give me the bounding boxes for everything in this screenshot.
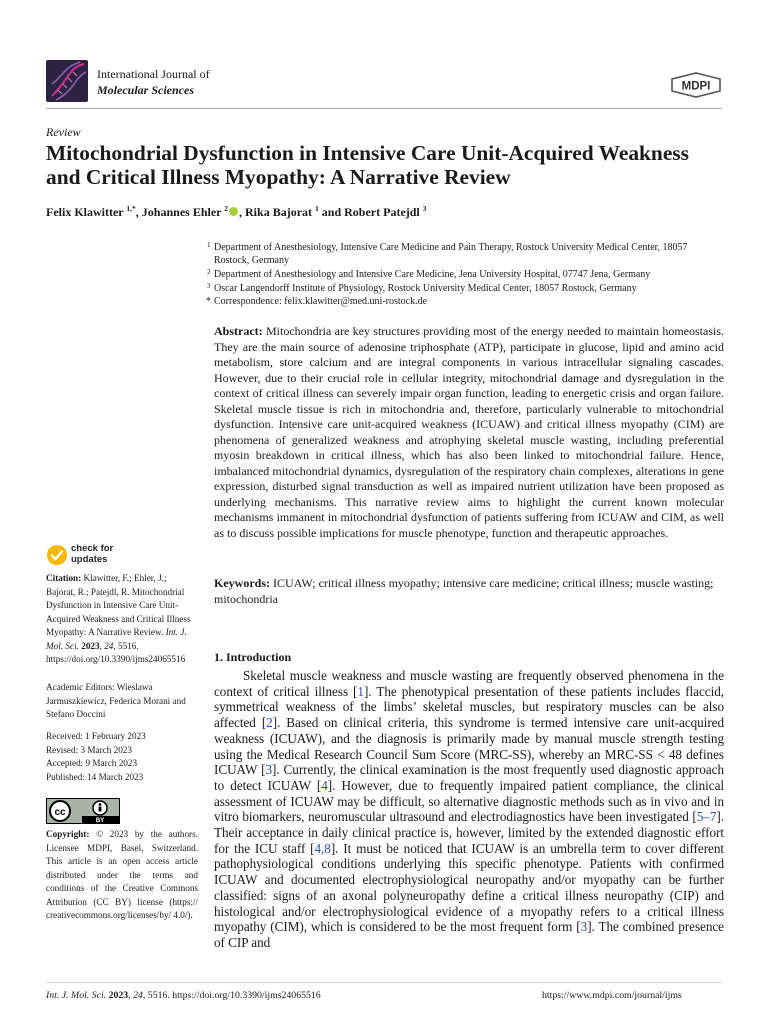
author-separator: and (318, 205, 345, 219)
check-for-updates-button[interactable] (46, 543, 146, 567)
published-date: Published: 14 March 2023 (46, 771, 144, 782)
paragraph-text: ]. However, due to frequently impaired patient compliance, the clinical assessment of ICUAW may be difficult, so alternative diagnostic methods such as in vivo and in vitro biomarkers, neuromuscular ultrasound and electrodiagnostics have been investigated [ (214, 777, 724, 825)
copyright-text: © 2023 by the authors. Licensee MDPI, Basel, Switzerland. This article is an open access article distributed under the terms and conditions of the Creative Commons Attribution (CC BY) license (https:// creativecommons.org/licenses/by/ 4.0/). (46, 829, 198, 920)
paragraph-text: ]. Their acceptance in daily clinical practice is, however, limited by the extended diagnostic effort for the ICU staff [ (214, 809, 724, 856)
check-updates-line2: updates (71, 553, 108, 565)
copyright-notice (46, 828, 198, 923)
affiliation-number: 1 (207, 241, 211, 249)
footer-journal-url[interactable]: https://www.mdpi.com/journal/ijms (542, 990, 682, 1001)
citation-link[interactable]: 3 (265, 762, 272, 778)
paragraph-text: ]. It must be noticed that ICUAW is an umbrella term to cover different pathophysiological conditions underlying this specific phenotype. Patients with confirmed ICUAW and documented electrophysiological neuropathy and/or myopathy can be further classified: signs of an axonal polyneuropathy define a critical illness neuropathy (CIP) and histological and/or electrophysiological evidence of a myopathy refers to a critical illness myopathy (CIM), which is considered to be the most frequent form [ (214, 840, 724, 935)
journal-logo (46, 60, 88, 102)
citation-link[interactable]: 1 (357, 683, 364, 699)
footer-citation: Int. J. Mol. Sci. 2023, 24, 5516. https://doi.org/10.3390/ijms24065516 (46, 990, 321, 1001)
footer-divider (46, 982, 722, 983)
journal-name-line1: International Journal of (97, 67, 210, 81)
citation-volume: 24 (104, 640, 114, 651)
orcid-icon[interactable] (229, 207, 238, 216)
citation-link[interactable]: 4 (321, 777, 328, 793)
author-affiliation-ref: 2 (224, 204, 229, 213)
accepted-date: Accepted: 9 March 2023 (46, 758, 138, 768)
citation-year: 2023 (81, 640, 100, 651)
correspondence (206, 296, 724, 309)
footer-doi[interactable]: , 5516. https://doi.org/10.3390/ijms24065516 (142, 990, 321, 1001)
abstract-text: Mitochondria are key structures providing most of the energy needed to maintain homeostasis. They are the main source of adenosine triphosphate (ATP), participate in glucose, lipid and amino acid metabolism, store calcium and are integral components in various intracellular signaling cascades. However, due to their crucial role in cellular integrity, mitochondrial damage and dysregulation in the context of critical illness can severely impair organ function, leading to energetic crisis and organ failure. Skeletal muscle tissue is rich in mitochondria and, therefore, particularly vulnerable to mitochondrial dysfunction. Intensive care unit-acquired weakness (ICUAW) and critical illness myopathy (CIM) are phenomena of generalized weakness and atrophying skeletal muscle wasting, including preferential myosin breakdown in critical illness, which has also been linked to mitochondrial failure. Hence, imbalanced mitochondrial dynamics, dysregulation of the respiratory chain complexes, alterations in gene expression, disturbed signal transduction as well as impaired nutrient utilization have been proposed as underlying mechanisms. This narrative review aims to highlight the current known molecular mechanisms immanent in mitochondrial dysfunction of patients suffering from ICUAW and CIM, as well as to discuss possible implications for muscle phenotype, function and therapeutic approaches. (214, 324, 724, 540)
footer-journal: Int. J. Mol. Sci. (46, 990, 107, 1001)
paragraph-text: ]. The phenotypical presentation of these patients includes flaccid, symmetrical weakness of the limbs’ skeletal muscles, but respiratory muscles can be also affected [ (214, 683, 724, 731)
citation-doi-link[interactable]: https://doi.org/10.3390/ijms24065516 (46, 654, 186, 664)
affiliation-2 (207, 268, 724, 282)
mdpi-logo (668, 72, 724, 98)
abstract-label: Abstract: (214, 324, 263, 338)
keywords-label: Keywords: (214, 576, 270, 590)
author-separator: , (135, 205, 142, 219)
cc-label: cc (54, 807, 66, 818)
paragraph-text: ]. Currently, the clinical examination is the most frequently used diagnostic approach to detect ICUAW [ (214, 762, 724, 793)
author-separator: , (239, 205, 246, 219)
paragraph-text: ]. Based on clinical criteria, this syndrome is termed intensive care unit-acquired weakness (ICUAW), and the diagnosis is primarily made by manual muscle strength testing using the Medical Research Council Sum Score (MRC-SS), whereby an MRC-SS < 48 defines ICUAW [ (214, 715, 725, 778)
citation-label: Citation: (46, 573, 82, 583)
author-name[interactable]: Johannes Ehler (141, 205, 222, 219)
keywords-text: ICUAW; critical illness myopathy; intensive care medicine; critical illness; muscle wasting; mitochondria (214, 576, 714, 606)
journal-name-line2: Molecular Sciences (97, 83, 194, 97)
revised-date: Revised: 3 March 2023 (46, 744, 132, 755)
author-affiliation-ref: 1,* (126, 204, 136, 213)
check-updates-line1: check for (71, 543, 114, 554)
footer-volume: 24 (133, 990, 143, 1001)
author-name[interactable]: Rika Bajorat (245, 205, 313, 219)
author-affiliation-ref: 1 (315, 204, 319, 213)
footer-year: 2023 (108, 990, 129, 1001)
affiliation-text: Department of Anesthesiology and Intensive Care Medicine, Jena University Hospital, 07747 Jena, Germany (214, 269, 651, 280)
affiliation-number: 2 (207, 268, 211, 276)
paragraph-text: Skeletal muscle weakness and muscle wasting are frequently observed phenomena in the context of critical illness [ (214, 668, 724, 699)
affiliation-number: 3 (207, 282, 211, 290)
citation-journal: Int. J. Mol. Sci. (46, 627, 187, 651)
check-updates-icon (46, 544, 68, 566)
section-heading: 1. Introduction (214, 650, 292, 664)
keywords (214, 576, 724, 607)
author-name[interactable]: Robert Patejdl (344, 205, 420, 219)
citation-pages: 5516. (117, 640, 139, 651)
paragraph-text: ]. The combined presence of CIP and (214, 919, 724, 950)
correspondence-marker: * (206, 296, 211, 307)
header-divider (46, 108, 722, 109)
author-name[interactable]: Felix Klawitter (46, 205, 124, 219)
cc-by-license-icon[interactable] (46, 798, 120, 824)
correspondence-text[interactable]: Correspondence: felix.klawitter@med.uni-rostock.de (214, 296, 428, 307)
affiliation-3 (207, 282, 724, 296)
abstract (214, 324, 724, 541)
citation-text: Klawitter, F.; Ehler, J.; Bajorat, R.; Patejdl, R. Mitochondrial Dysfunction in Intensive Care Unit-Acquired Weakness and Critical Illness Myopathy: A Narrative Review. (46, 573, 191, 637)
citation-link[interactable]: 2 (266, 715, 273, 731)
article-type: Review (46, 125, 81, 139)
academic-editors: Academic Editors: Wieslawa Jarmuszkiewicz, Federica Morani and Stefano Doccini (46, 682, 186, 719)
dna-helix-icon (46, 60, 88, 102)
citation-link[interactable]: 4,8 (314, 840, 331, 856)
publication-dates (46, 730, 198, 784)
affiliation-text: Oscar Langendorff Institute of Physiology, Rostock University Medical Center, 18057 Rostock, Germany (214, 283, 637, 294)
affiliation-1 (207, 241, 724, 267)
by-label: BY (95, 818, 105, 824)
publisher-name: MDPI (681, 80, 711, 93)
article-title: Mitochondrial Dysfunction in Intensive Care Unit-Acquired Weakness and Critical Illness Myopathy: A Narrative Review (46, 141, 689, 189)
received-date: Received: 1 February 2023 (46, 731, 146, 741)
citation-block: Citation: Klawitter, F.; Ehler, J.; Bajorat, R.; Patejdl, R. Mitochondrial Dysfunction in Intensive Care Unit-Acquired Weakness and Critical Illness Myopathy: A Narrative Review. Int. J. Mol. Sci. 2023, 24, 5516. https://doi.org/10.3390/ijms24065516 (46, 573, 191, 664)
citation-link[interactable]: 3 (580, 919, 588, 935)
author-list (46, 202, 726, 219)
affiliation-text: Department of Anesthesiology, Intensive Care Medicine and Pain Therapy, Rostock University Medical Center, 18057 Rostock, Germany (214, 242, 688, 266)
check-updates-label (71, 544, 113, 565)
author-affiliation-ref: 3 (422, 204, 427, 213)
introduction-paragraph (214, 668, 724, 951)
copyright-label: Copyright: (46, 829, 90, 839)
citation-link[interactable]: 5–7 (696, 809, 717, 825)
